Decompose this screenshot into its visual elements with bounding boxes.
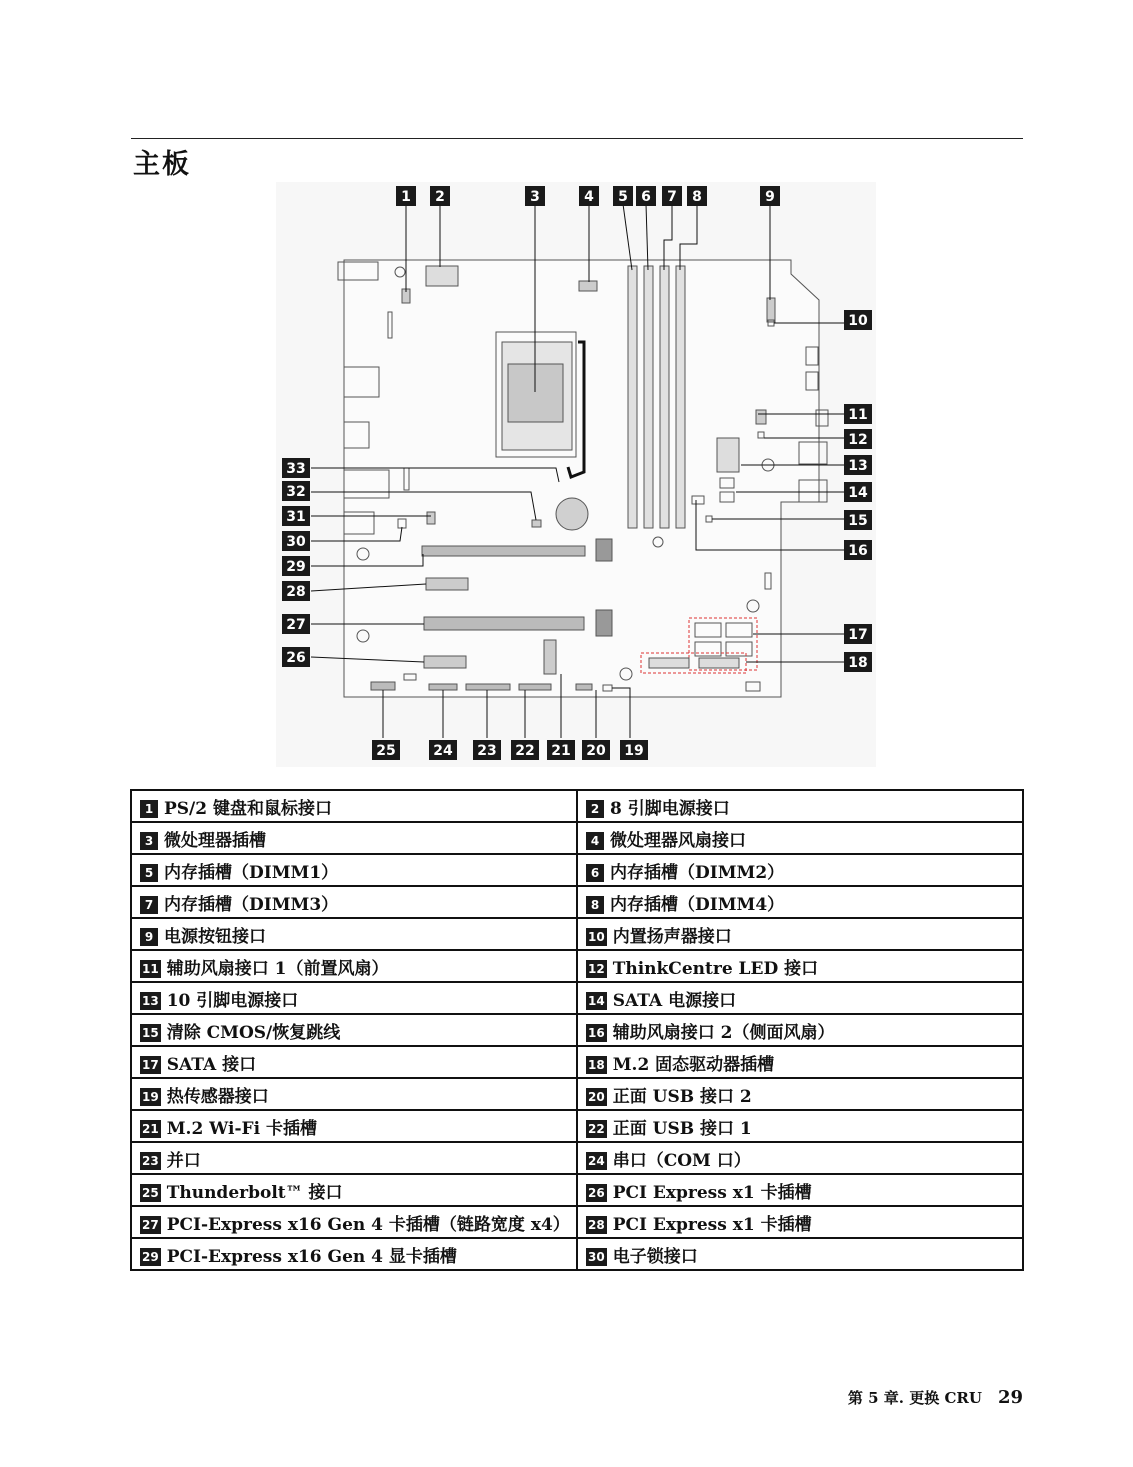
legend-description: 辅助风扇接口 2（侧面风扇） (612, 1022, 835, 1043)
callout-4 (579, 186, 599, 206)
legend-description: PS/2 键盘和鼠标接口 (164, 798, 333, 819)
callout-number-badge: 27 (142, 1218, 159, 1232)
legend-description: 热传感器接口 (166, 1086, 269, 1107)
callout-25 (372, 740, 400, 760)
legend-cell (577, 1142, 1023, 1174)
callout-number-badge: 15 (142, 1026, 159, 1040)
legend-description: 电子锁接口 (612, 1246, 698, 1267)
callout-number: 12 (848, 432, 868, 448)
legend-description: 辅助风扇接口 1（前置风扇） (166, 958, 389, 979)
motherboard-outline (338, 260, 828, 697)
callout-number-badge: 12 (588, 962, 605, 976)
callout-number-badge: 4 (586, 832, 604, 850)
legend-row (131, 790, 1023, 822)
callout-number-badge: 16 (588, 1026, 605, 1040)
callout-number-badge: 29 (142, 1250, 159, 1264)
legend-cell (577, 1174, 1023, 1206)
callout-number-badge: 13 (142, 994, 159, 1008)
legend-description: 10 引脚电源接口 (166, 990, 299, 1011)
legend-cell (131, 1078, 577, 1110)
legend-row (131, 886, 1023, 918)
legend-cell (577, 950, 1023, 982)
callout-number: 15 (848, 513, 868, 529)
callout-number: 31 (286, 509, 306, 525)
callout-number: 30 (286, 534, 306, 550)
legend-description: 内存插槽（DIMM4） (610, 894, 785, 915)
legend-description: 内置扬声器接口 (612, 926, 732, 947)
callout-number: 33 (286, 461, 306, 477)
legend-description: 并口 (166, 1150, 201, 1171)
callout-number: 20 (586, 743, 606, 759)
callout-number-badge: 26 (588, 1186, 605, 1200)
callout-number: 26 (286, 650, 306, 666)
legend-cell (131, 1046, 577, 1078)
callout-17 (844, 624, 872, 644)
callout-number-badge: 28 (588, 1218, 605, 1232)
callout-10 (844, 310, 872, 330)
callout-2 (430, 186, 450, 206)
callout-14 (844, 482, 872, 502)
callout-number-badge: 23 (142, 1154, 159, 1168)
legend-cell (577, 886, 1023, 918)
motherboard-diagram (276, 182, 876, 767)
callout-number: 5 (618, 189, 628, 205)
legend-cell (131, 790, 577, 822)
callout-9 (760, 186, 780, 206)
callout-1 (396, 186, 416, 206)
legend-cell (131, 822, 577, 854)
callout-28 (282, 581, 310, 601)
callout-29 (282, 556, 310, 576)
callout-number: 18 (848, 655, 868, 671)
callout-30 (282, 531, 310, 551)
legend-cell (131, 886, 577, 918)
legend-table (130, 789, 1024, 1271)
callout-number-badge: 25 (142, 1186, 159, 1200)
legend-row (131, 1174, 1023, 1206)
legend-description: 8 引脚电源接口 (610, 798, 730, 819)
legend-description: PCI Express x1 卡插槽 (612, 1214, 812, 1235)
callout-number: 8 (692, 189, 702, 205)
legend-cell (131, 1206, 577, 1238)
callout-number-badge: 2 (586, 800, 604, 818)
callout-number-badge: 30 (588, 1250, 605, 1264)
legend-description: 内存插槽（DIMM1） (164, 862, 339, 883)
section-title: 主板 (133, 149, 191, 180)
legend-description: ThinkCentre LED 接口 (612, 958, 819, 979)
legend-cell (131, 1238, 577, 1270)
callout-number-badge: 9 (140, 928, 158, 946)
callout-number: 6 (641, 189, 651, 205)
legend-cell (577, 854, 1023, 886)
callout-15 (844, 510, 872, 530)
legend-cell (577, 790, 1023, 822)
legend-description: 串口（COM 口） (612, 1150, 751, 1171)
callout-33 (282, 458, 310, 478)
legend-row (131, 1014, 1023, 1046)
callout-number-badge: 5 (140, 864, 158, 882)
callout-22 (511, 740, 539, 760)
legend-cell (131, 918, 577, 950)
callout-11 (844, 404, 872, 424)
callout-number: 28 (286, 584, 306, 600)
callout-number-badge: 6 (586, 864, 604, 882)
callout-6 (636, 186, 656, 206)
legend-row (131, 854, 1023, 886)
callout-number: 22 (515, 743, 535, 759)
callout-number-badge: 7 (140, 896, 158, 914)
legend-cell (131, 1014, 577, 1046)
callout-number: 1 (401, 189, 411, 205)
callout-7 (662, 186, 682, 206)
callout-number-badge: 20 (588, 1090, 605, 1104)
legend-description: Thunderbolt™ 接口 (166, 1182, 343, 1203)
callout-number: 7 (667, 189, 677, 205)
legend-cell (131, 950, 577, 982)
callout-number: 14 (848, 485, 868, 501)
callout-number: 3 (530, 189, 540, 205)
legend-row (131, 918, 1023, 950)
legend-cell (131, 982, 577, 1014)
legend-description: 内存插槽（DIMM3） (164, 894, 339, 915)
legend-cell (577, 822, 1023, 854)
legend-description: 内存插槽（DIMM2） (610, 862, 785, 883)
callout-32 (282, 481, 310, 501)
callout-number: 23 (477, 743, 497, 759)
legend-row (131, 1046, 1023, 1078)
callout-18 (844, 652, 872, 672)
legend-cell (577, 1110, 1023, 1142)
callout-number: 29 (286, 559, 306, 575)
callout-16 (844, 540, 872, 560)
legend-cell (577, 1238, 1023, 1270)
callout-number: 13 (848, 458, 868, 474)
callout-number: 9 (765, 189, 775, 205)
legend-cell (131, 1174, 577, 1206)
legend-cell (131, 1110, 577, 1142)
legend-description: PCI-Express x16 Gen 4 卡插槽（链路宽度 x4） (166, 1214, 570, 1235)
callout-number: 10 (848, 313, 868, 329)
callout-5 (613, 186, 633, 206)
legend-row (131, 1142, 1023, 1174)
callout-number-badge: 19 (142, 1090, 159, 1104)
callout-number: 19 (624, 743, 644, 759)
legend-row (131, 1110, 1023, 1142)
legend-cell (131, 854, 577, 886)
callout-20 (582, 740, 610, 760)
callout-26 (282, 647, 310, 667)
page-footer (848, 1387, 1023, 1408)
callout-3 (525, 186, 545, 206)
legend-description: SATA 电源接口 (612, 990, 737, 1011)
legend-row (131, 1206, 1023, 1238)
legend-row (131, 982, 1023, 1014)
callout-27 (282, 614, 310, 634)
legend-description: PCI Express x1 卡插槽 (612, 1182, 812, 1203)
callout-number-badge: 21 (142, 1122, 159, 1136)
callout-number: 2 (435, 189, 445, 205)
callout-number-badge: 8 (586, 896, 604, 914)
callout-21 (547, 740, 575, 760)
callout-number: 17 (848, 627, 868, 643)
callout-number: 25 (376, 743, 396, 759)
callout-number-badge: 3 (140, 832, 158, 850)
callout-number: 4 (584, 189, 594, 205)
callout-31 (282, 506, 310, 526)
footer-chapter: 第 5 章. 更换 CRU (847, 1389, 982, 1407)
legend-description: 清除 CMOS/恢复跳线 (166, 1022, 341, 1043)
callout-number: 32 (286, 484, 306, 500)
legend-description: 电源按钮接口 (164, 926, 266, 947)
legend-cell (131, 1142, 577, 1174)
legend-row (131, 1238, 1023, 1270)
callout-number-badge: 10 (588, 930, 605, 944)
legend-description: 正面 USB 接口 2 (612, 1086, 752, 1107)
legend-cell (577, 982, 1023, 1014)
callout-24 (429, 740, 457, 760)
callout-number-badge: 14 (588, 994, 605, 1008)
header-rule (131, 138, 1023, 139)
legend-description: 微处理器风扇接口 (610, 830, 746, 851)
callout-13 (844, 455, 872, 475)
callout-number-badge: 22 (588, 1122, 605, 1136)
legend-cell (577, 1046, 1023, 1078)
legend-row (131, 1078, 1023, 1110)
callout-number-badge: 24 (588, 1154, 605, 1168)
callout-number: 21 (551, 743, 571, 759)
legend-description: 微处理器插槽 (164, 830, 266, 851)
callout-number: 11 (848, 407, 868, 423)
callout-number-badge: 1 (140, 800, 158, 818)
legend-description: M.2 Wi-Fi 卡插槽 (166, 1118, 317, 1139)
page-number: 29 (997, 1387, 1023, 1408)
legend-description: SATA 接口 (166, 1054, 257, 1075)
legend-cell (577, 1014, 1023, 1046)
legend-description: M.2 固态驱动器插槽 (612, 1054, 775, 1075)
legend-description: PCI-Express x16 Gen 4 显卡插槽 (166, 1246, 457, 1267)
callout-number-badge: 17 (142, 1058, 159, 1072)
callout-8 (687, 186, 707, 206)
callout-number: 24 (433, 743, 453, 759)
legend-row (131, 822, 1023, 854)
callout-number: 27 (286, 617, 306, 633)
callout-number-badge: 11 (142, 962, 159, 976)
legend-row (131, 950, 1023, 982)
legend-cell (577, 1206, 1023, 1238)
legend-cell (577, 918, 1023, 950)
legend-description: 正面 USB 接口 1 (612, 1118, 752, 1139)
callout-19 (620, 740, 648, 760)
callout-23 (473, 740, 501, 760)
callout-number: 16 (848, 543, 868, 559)
callout-12 (844, 429, 872, 449)
legend-cell (577, 1078, 1023, 1110)
callout-number-badge: 18 (588, 1058, 605, 1072)
